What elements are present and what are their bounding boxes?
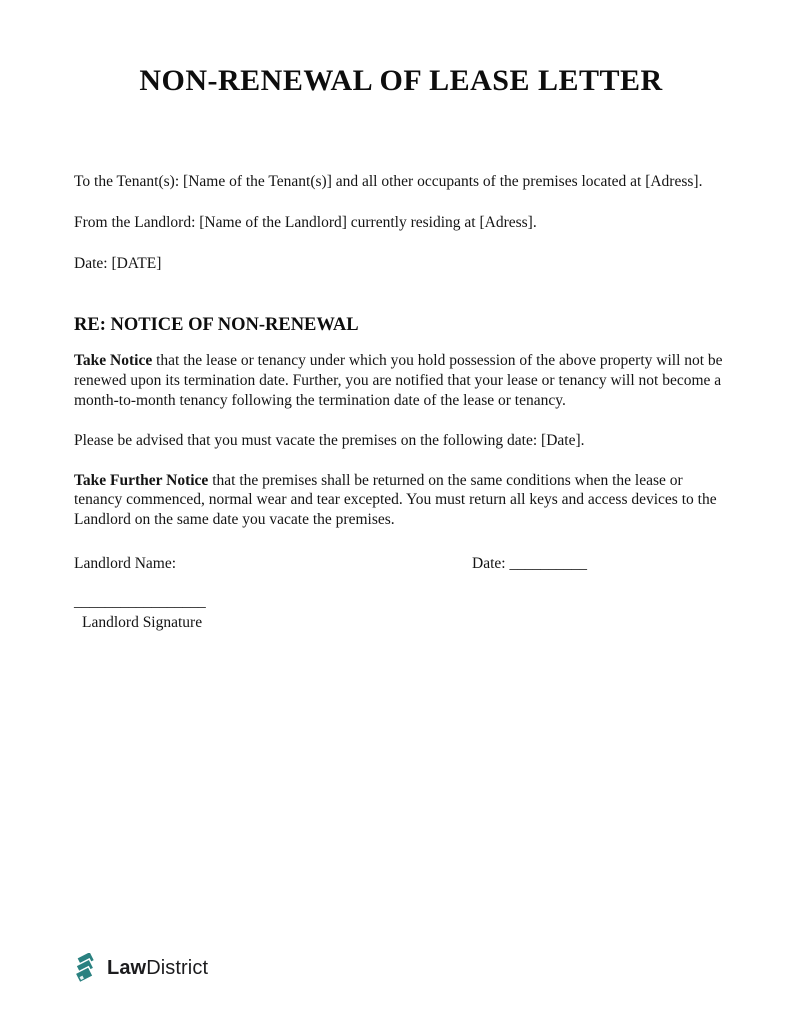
letter-content xyxy=(74,0,728,632)
lawdistrict-wordmark xyxy=(107,957,208,980)
date-blank-line: __________ xyxy=(509,554,587,572)
date-line: Date: [DATE] xyxy=(74,254,162,272)
from-landlord-line: From the Landlord: [Name of the Landlord] currently residing at [Adress]. xyxy=(74,213,537,231)
lawdistrict-logo xyxy=(72,953,208,983)
date-field xyxy=(472,554,728,574)
vacate-paragraph: Please be advised that you must vacate the premises on the following date: [Date]. xyxy=(74,431,585,449)
document-title: NON-RENEWAL OF LEASE LETTER xyxy=(139,64,663,97)
take-notice-text: that the lease or tenancy under which you hold possession of the above property will not be renewed upon its termination date. Further, you are notified that your lease or tenancy will not become a month-to-month tenancy following the termination date of the lease or tenancy. xyxy=(74,352,723,409)
name-date-row xyxy=(74,554,728,574)
date-label: Date: xyxy=(472,554,506,572)
take-further-notice-paragraph xyxy=(74,471,728,530)
signature-block xyxy=(74,592,728,633)
to-tenant-line: To the Tenant(s): [Name of the Tenant(s)] and all other occupants of the premises located at [Adress]. xyxy=(74,173,703,190)
lawdistrict-cards-icon xyxy=(72,953,102,983)
intro-block xyxy=(74,172,728,273)
logo-district-text: District xyxy=(146,956,209,979)
landlord-signature-label: Landlord Signature xyxy=(82,613,203,631)
take-further-notice-text: that the premises shall be returned on the same conditions when the lease or tenancy commenced, normal wear and tear excepted. You must return all keys and access devices to the Landlord on the same date you vacate the premises. xyxy=(74,471,717,529)
take-notice-lead: Take Notice xyxy=(74,352,153,370)
take-notice-paragraph xyxy=(74,351,728,410)
re-notice-heading: RE: NOTICE OF NON-RENEWAL xyxy=(74,315,359,336)
logo-law-text: Law xyxy=(107,956,147,979)
landlord-name-label: Landlord Name: xyxy=(74,554,177,572)
signature-line: _________________ xyxy=(74,592,206,610)
take-further-notice-lead: Take Further Notice xyxy=(74,471,209,489)
